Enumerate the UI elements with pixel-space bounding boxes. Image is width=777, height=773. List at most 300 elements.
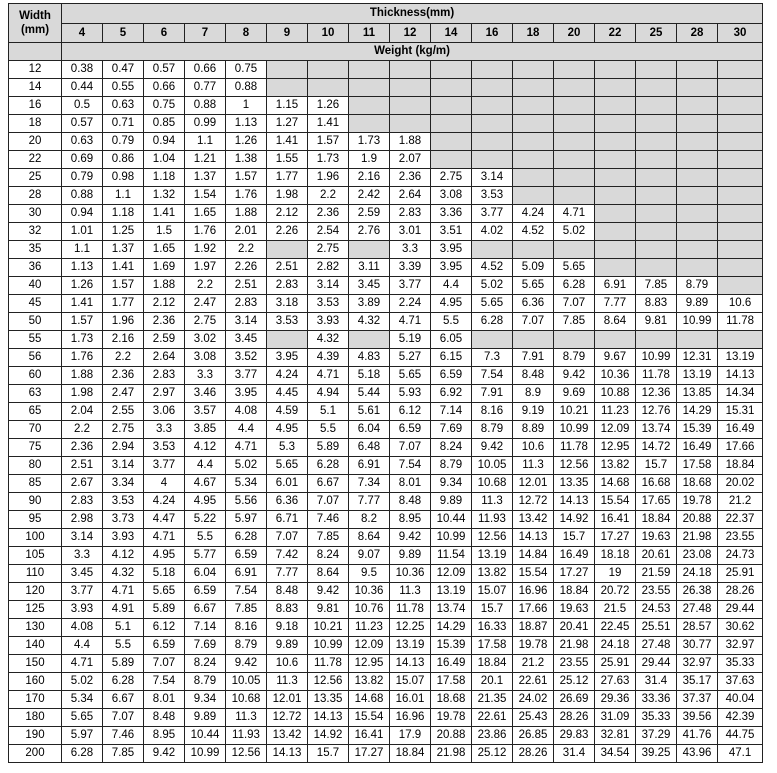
weight-cell: 1.41 xyxy=(144,205,185,223)
table-row xyxy=(9,619,763,637)
empty-cell xyxy=(554,331,595,349)
weight-cell: 2.67 xyxy=(62,475,103,493)
weight-cell: 17.27 xyxy=(349,745,390,763)
empty-cell xyxy=(554,151,595,169)
weight-cell: 12.72 xyxy=(267,709,308,727)
weight-cell: 3.53 xyxy=(308,295,349,313)
weight-cell: 7.91 xyxy=(472,385,513,403)
weight-cell: 13.82 xyxy=(472,565,513,583)
weight-cell: 19.63 xyxy=(554,601,595,619)
table-row xyxy=(9,79,763,97)
weight-cell: 12.25 xyxy=(390,619,431,637)
empty-cell xyxy=(513,241,554,259)
thickness-value-14: 14 xyxy=(431,24,472,43)
weight-cell: 9.67 xyxy=(595,349,636,367)
weight-cell: 2.76 xyxy=(349,223,390,241)
weight-cell: 3.53 xyxy=(267,313,308,331)
weight-cell: 2.75 xyxy=(185,313,226,331)
weight-cell: 4.52 xyxy=(513,223,554,241)
weight-cell: 16.49 xyxy=(718,421,763,439)
width-cell: 28 xyxy=(9,187,62,205)
empty-cell xyxy=(595,205,636,223)
weight-cell: 15.54 xyxy=(513,565,554,583)
weight-cell: 3.01 xyxy=(390,223,431,241)
table-row xyxy=(9,439,763,457)
weight-cell: 1.26 xyxy=(226,133,267,151)
weight-cell: 5.34 xyxy=(226,475,267,493)
weight-cell: 9.5 xyxy=(349,565,390,583)
empty-cell xyxy=(718,241,763,259)
weight-cell: 12.95 xyxy=(595,439,636,457)
weight-cell: 4.32 xyxy=(103,565,144,583)
weight-cell: 5.65 xyxy=(513,277,554,295)
weight-cell: 10.05 xyxy=(472,457,513,475)
weight-cell: 8.01 xyxy=(144,691,185,709)
weight-cell: 16.49 xyxy=(677,439,718,457)
weight-cell: 10.68 xyxy=(226,691,267,709)
weight-cell: 10.36 xyxy=(390,565,431,583)
weight-cell: 7.07 xyxy=(103,709,144,727)
weight-cell: 21.98 xyxy=(554,637,595,655)
weight-cell: 6.28 xyxy=(554,277,595,295)
weight-cell: 14.29 xyxy=(431,619,472,637)
weight-cell: 6.28 xyxy=(103,673,144,691)
weight-cell: 37.37 xyxy=(677,691,718,709)
weight-cell: 0.63 xyxy=(103,97,144,115)
weight-cell: 43.96 xyxy=(677,745,718,763)
weight-cell: 11.93 xyxy=(226,727,267,745)
weight-cell: 12.31 xyxy=(677,349,718,367)
weight-cell: 7.77 xyxy=(267,565,308,583)
weight-cell: 28.57 xyxy=(677,619,718,637)
weight-cell: 6.59 xyxy=(431,367,472,385)
table-row xyxy=(9,349,763,367)
empty-cell xyxy=(636,151,677,169)
weight-cell: 3.14 xyxy=(226,313,267,331)
weight-cell: 6.91 xyxy=(595,277,636,295)
weight-cell: 32.97 xyxy=(677,655,718,673)
table-header xyxy=(9,4,763,61)
weight-cell: 6.28 xyxy=(62,745,103,763)
empty-cell xyxy=(513,151,554,169)
weight-cell: 1.1 xyxy=(185,133,226,151)
weight-cell: 9.89 xyxy=(431,493,472,511)
weight-cell: 3.51 xyxy=(431,223,472,241)
weight-cell: 31.4 xyxy=(554,745,595,763)
weight-cell: 28.26 xyxy=(554,709,595,727)
weight-cell: 10.36 xyxy=(595,367,636,385)
weight-cell: 9.81 xyxy=(308,601,349,619)
thickness-value-28: 28 xyxy=(677,24,718,43)
weight-cell: 24.18 xyxy=(677,565,718,583)
weight-cell: 3.53 xyxy=(103,493,144,511)
weight-cell: 2.82 xyxy=(308,259,349,277)
empty-cell xyxy=(636,223,677,241)
weight-cell: 15.54 xyxy=(349,709,390,727)
empty-cell xyxy=(595,169,636,187)
weight-cell: 8.48 xyxy=(513,367,554,385)
thickness-value-22: 22 xyxy=(595,24,636,43)
weight-cell: 6.92 xyxy=(431,385,472,403)
width-cell: 85 xyxy=(9,475,62,493)
weight-cell: 10.44 xyxy=(185,727,226,745)
weight-cell: 3.73 xyxy=(103,511,144,529)
weight-cell: 25.51 xyxy=(636,619,677,637)
weight-cell: 21.5 xyxy=(595,601,636,619)
width-header-blank xyxy=(9,43,62,61)
weight-cell: 17.27 xyxy=(595,529,636,547)
width-cell: 36 xyxy=(9,259,62,277)
weight-cell: 13.82 xyxy=(595,457,636,475)
weight-cell: 4.94 xyxy=(308,385,349,403)
weight-cell: 13.19 xyxy=(390,637,431,655)
weight-cell: 4.71 xyxy=(62,655,103,673)
weight-cell: 1.1 xyxy=(103,187,144,205)
width-cell: 40 xyxy=(9,277,62,295)
weight-cell: 1.96 xyxy=(103,313,144,331)
empty-cell xyxy=(472,115,513,133)
empty-cell xyxy=(718,133,763,151)
weight-cell: 3.95 xyxy=(267,349,308,367)
width-cell: 56 xyxy=(9,349,62,367)
weight-cell: 25.91 xyxy=(718,565,763,583)
weight-cell: 15.31 xyxy=(718,403,763,421)
weight-cell: 1.18 xyxy=(144,169,185,187)
table-row xyxy=(9,691,763,709)
empty-cell xyxy=(718,169,763,187)
weight-cell: 14.68 xyxy=(595,475,636,493)
weight-cell: 7.91 xyxy=(513,349,554,367)
weight-cell: 8.01 xyxy=(390,475,431,493)
weight-cell: 3.57 xyxy=(185,403,226,421)
weight-cell: 27.48 xyxy=(677,601,718,619)
weight-cell: 3.45 xyxy=(62,565,103,583)
weight-cell: 1.69 xyxy=(144,259,185,277)
empty-cell xyxy=(267,331,308,349)
weight-cell: 32.97 xyxy=(718,637,763,655)
weight-cell: 0.86 xyxy=(103,151,144,169)
table-row xyxy=(9,331,763,349)
weight-cell: 7.42 xyxy=(267,547,308,565)
table-row xyxy=(9,709,763,727)
weight-cell: 7.54 xyxy=(472,367,513,385)
weight-cell: 4.95 xyxy=(267,421,308,439)
weight-cell: 5.89 xyxy=(144,601,185,619)
width-cell: 55 xyxy=(9,331,62,349)
weight-cell: 20.41 xyxy=(554,619,595,637)
weight-cell: 35.33 xyxy=(636,709,677,727)
weight-cell: 11.78 xyxy=(636,367,677,385)
table-row xyxy=(9,421,763,439)
weight-cell: 13.85 xyxy=(677,385,718,403)
weight-cell: 2.83 xyxy=(267,277,308,295)
weight-cell: 9.19 xyxy=(513,403,554,421)
weight-cell: 20.88 xyxy=(677,511,718,529)
weight-cell: 3.45 xyxy=(349,277,390,295)
table-row xyxy=(9,637,763,655)
weight-cell: 2.2 xyxy=(308,187,349,205)
weight-table xyxy=(8,3,763,763)
weight-cell: 25.43 xyxy=(513,709,554,727)
weight-cell: 15.07 xyxy=(390,673,431,691)
weight-cell: 7.85 xyxy=(554,313,595,331)
weight-cell: 3.3 xyxy=(62,547,103,565)
table-row xyxy=(9,259,763,277)
empty-cell xyxy=(431,115,472,133)
weight-cell: 3.93 xyxy=(103,529,144,547)
empty-cell xyxy=(636,331,677,349)
thickness-value-10: 10 xyxy=(308,24,349,43)
weight-cell: 30.62 xyxy=(718,619,763,637)
weight-cell: 1.41 xyxy=(103,259,144,277)
weight-cell: 6.15 xyxy=(431,349,472,367)
weight-cell: 1.37 xyxy=(103,241,144,259)
weight-cell: 33.36 xyxy=(636,691,677,709)
empty-cell xyxy=(472,151,513,169)
table-row xyxy=(9,673,763,691)
weight-cell: 20.88 xyxy=(431,727,472,745)
weight-cell: 4.59 xyxy=(267,403,308,421)
empty-cell xyxy=(677,133,718,151)
weight-cell: 12.76 xyxy=(636,403,677,421)
weight-cell: 7.85 xyxy=(636,277,677,295)
weight-cell: 13.42 xyxy=(513,511,554,529)
weight-cell: 5.02 xyxy=(472,277,513,295)
weight-cell: 11.54 xyxy=(431,547,472,565)
weight-cell: 3.14 xyxy=(62,529,103,547)
weight-cell: 1.54 xyxy=(185,187,226,205)
weight-cell: 2.83 xyxy=(226,295,267,313)
empty-cell xyxy=(349,97,390,115)
table-row xyxy=(9,367,763,385)
weight-cell: 7.07 xyxy=(513,313,554,331)
weight-cell: 3.08 xyxy=(185,349,226,367)
width-cell: 190 xyxy=(9,727,62,745)
weight-cell: 7.69 xyxy=(185,637,226,655)
weight-cell: 8.79 xyxy=(677,277,718,295)
weight-cell: 3.85 xyxy=(185,421,226,439)
weight-cell: 1.13 xyxy=(226,115,267,133)
weight-cell: 26.38 xyxy=(677,583,718,601)
weight-cell: 10.99 xyxy=(431,529,472,547)
weight-cell: 1.41 xyxy=(308,115,349,133)
weight-cell: 11.3 xyxy=(226,709,267,727)
weight-cell: 0.5 xyxy=(62,97,103,115)
empty-cell xyxy=(718,223,763,241)
weight-cell: 1.88 xyxy=(62,367,103,385)
empty-cell xyxy=(677,169,718,187)
weight-cell: 5.56 xyxy=(226,493,267,511)
empty-cell xyxy=(595,61,636,79)
empty-cell xyxy=(595,331,636,349)
weight-cell: 0.85 xyxy=(144,115,185,133)
weight-cell: 0.79 xyxy=(62,169,103,187)
weight-cell: 9.89 xyxy=(267,637,308,655)
weight-cell: 3.95 xyxy=(226,385,267,403)
weight-cell: 6.59 xyxy=(185,583,226,601)
weight-cell: 2.36 xyxy=(390,169,431,187)
weight-cell: 14.13 xyxy=(513,529,554,547)
weight-cell: 10.6 xyxy=(718,295,763,313)
weight-cell: 8.83 xyxy=(636,295,677,313)
weight-cell: 8.79 xyxy=(185,673,226,691)
weight-cell: 17.58 xyxy=(472,637,513,655)
weight-cell: 6.28 xyxy=(308,457,349,475)
weight-cell: 2.97 xyxy=(144,385,185,403)
empty-cell xyxy=(677,223,718,241)
weight-cell: 1.57 xyxy=(226,169,267,187)
weight-cell: 22.61 xyxy=(513,673,554,691)
width-cell: 60 xyxy=(9,367,62,385)
weight-cell: 6.59 xyxy=(390,421,431,439)
weight-cell: 16.96 xyxy=(390,709,431,727)
table-row xyxy=(9,97,763,115)
empty-cell xyxy=(390,97,431,115)
weight-cell: 14.92 xyxy=(308,727,349,745)
weight-cell: 8.24 xyxy=(431,439,472,457)
weight-cell: 2.36 xyxy=(62,439,103,457)
weight-cell: 19.63 xyxy=(636,529,677,547)
weight-cell: 2.01 xyxy=(226,223,267,241)
weight-cell: 6.12 xyxy=(144,619,185,637)
empty-cell xyxy=(636,169,677,187)
weight-cell: 4.12 xyxy=(185,439,226,457)
weight-cell: 1.65 xyxy=(185,205,226,223)
weight-cell: 1.1 xyxy=(62,241,103,259)
table-row xyxy=(9,295,763,313)
weight-cell: 10.76 xyxy=(349,601,390,619)
weight-cell: 10.05 xyxy=(226,673,267,691)
weight-cell: 21.98 xyxy=(677,529,718,547)
weight-cell: 8.2 xyxy=(349,511,390,529)
weight-cell: 2.24 xyxy=(390,295,431,313)
weight-cell: 5.5 xyxy=(185,529,226,547)
weight-cell: 15.54 xyxy=(595,493,636,511)
weight-cell: 26.85 xyxy=(513,727,554,745)
weight-cell: 23.55 xyxy=(718,529,763,547)
weight-cell: 4.24 xyxy=(513,205,554,223)
weight-cell: 1.37 xyxy=(185,169,226,187)
thickness-value-12: 12 xyxy=(390,24,431,43)
weight-cell: 13.35 xyxy=(554,475,595,493)
weight-cell: 5.02 xyxy=(62,673,103,691)
empty-cell xyxy=(718,277,763,295)
weight-cell: 8.83 xyxy=(267,601,308,619)
weight-cell: 3.45 xyxy=(226,331,267,349)
weight-cell: 21.98 xyxy=(431,745,472,763)
weight-cell: 6.91 xyxy=(226,565,267,583)
weight-cell: 14.13 xyxy=(267,745,308,763)
weight-cell: 6.59 xyxy=(144,637,185,655)
empty-cell xyxy=(677,79,718,97)
weight-cell: 19.78 xyxy=(513,637,554,655)
weight-cell: 15.07 xyxy=(472,583,513,601)
weight-cell: 28.26 xyxy=(718,583,763,601)
empty-cell xyxy=(595,223,636,241)
weight-cell: 18.84 xyxy=(390,745,431,763)
weight-cell: 1.13 xyxy=(62,259,103,277)
weight-cell: 7.07 xyxy=(390,439,431,457)
weight-cell: 1.92 xyxy=(185,241,226,259)
weight-cell: 0.94 xyxy=(144,133,185,151)
empty-cell xyxy=(595,115,636,133)
weight-cell: 9.69 xyxy=(554,385,595,403)
weight-cell: 18.68 xyxy=(431,691,472,709)
weight-cell: 7.54 xyxy=(390,457,431,475)
weight-cell: 1.32 xyxy=(144,187,185,205)
weight-cell: 9.07 xyxy=(349,547,390,565)
table-row xyxy=(9,241,763,259)
weight-cell: 5.97 xyxy=(62,727,103,745)
table-row xyxy=(9,403,763,421)
weight-cell: 6.36 xyxy=(513,295,554,313)
weight-cell: 5.1 xyxy=(308,403,349,421)
weight-cell: 17.58 xyxy=(431,673,472,691)
weight-cell: 11.3 xyxy=(390,583,431,601)
weight-cell: 6.91 xyxy=(349,457,390,475)
weight-cell: 21.2 xyxy=(513,655,554,673)
empty-cell xyxy=(677,205,718,223)
table-row xyxy=(9,727,763,745)
weight-cell: 25.12 xyxy=(554,673,595,691)
weight-cell: 3.14 xyxy=(308,277,349,295)
width-cell: 110 xyxy=(9,565,62,583)
empty-cell xyxy=(718,259,763,277)
weight-cell: 5.5 xyxy=(308,421,349,439)
weight-cell: 4.71 xyxy=(144,529,185,547)
weight-cell: 29.44 xyxy=(718,601,763,619)
width-cell: 30 xyxy=(9,205,62,223)
weight-cell: 5.22 xyxy=(185,511,226,529)
weight-cell: 20.72 xyxy=(595,583,636,601)
weight-cell: 5.09 xyxy=(513,259,554,277)
weight-cell: 1.21 xyxy=(185,151,226,169)
weight-cell: 16.68 xyxy=(636,475,677,493)
empty-cell xyxy=(513,79,554,97)
weight-cell: 16.41 xyxy=(595,511,636,529)
weight-cell: 1.76 xyxy=(226,187,267,205)
width-cell: 75 xyxy=(9,439,62,457)
width-cell: 25 xyxy=(9,169,62,187)
weight-cell: 4.67 xyxy=(185,475,226,493)
weight-cell: 2.98 xyxy=(62,511,103,529)
empty-cell xyxy=(595,259,636,277)
weight-cell: 0.63 xyxy=(62,133,103,151)
weight-cell: 8.79 xyxy=(554,349,595,367)
weight-cell: 6.36 xyxy=(267,493,308,511)
weight-cell: 3.08 xyxy=(431,187,472,205)
weight-cell: 16.49 xyxy=(431,655,472,673)
width-cell: 100 xyxy=(9,529,62,547)
width-cell: 32 xyxy=(9,223,62,241)
weight-cell: 7.3 xyxy=(472,349,513,367)
weight-cell: 8.95 xyxy=(390,511,431,529)
weight-cell: 3.11 xyxy=(349,259,390,277)
weight-cell: 9.34 xyxy=(185,691,226,709)
empty-cell xyxy=(472,97,513,115)
width-cell: 80 xyxy=(9,457,62,475)
empty-cell xyxy=(390,61,431,79)
thickness-value-4: 4 xyxy=(62,24,103,43)
thickness-values-row xyxy=(9,24,763,43)
weight-cell: 18.84 xyxy=(472,655,513,673)
thickness-value-30: 30 xyxy=(718,24,763,43)
weight-cell: 24.02 xyxy=(513,691,554,709)
weight-cell: 5.65 xyxy=(62,709,103,727)
weight-cell: 29.36 xyxy=(595,691,636,709)
weight-cell: 2.83 xyxy=(62,493,103,511)
weight-cell: 0.99 xyxy=(185,115,226,133)
